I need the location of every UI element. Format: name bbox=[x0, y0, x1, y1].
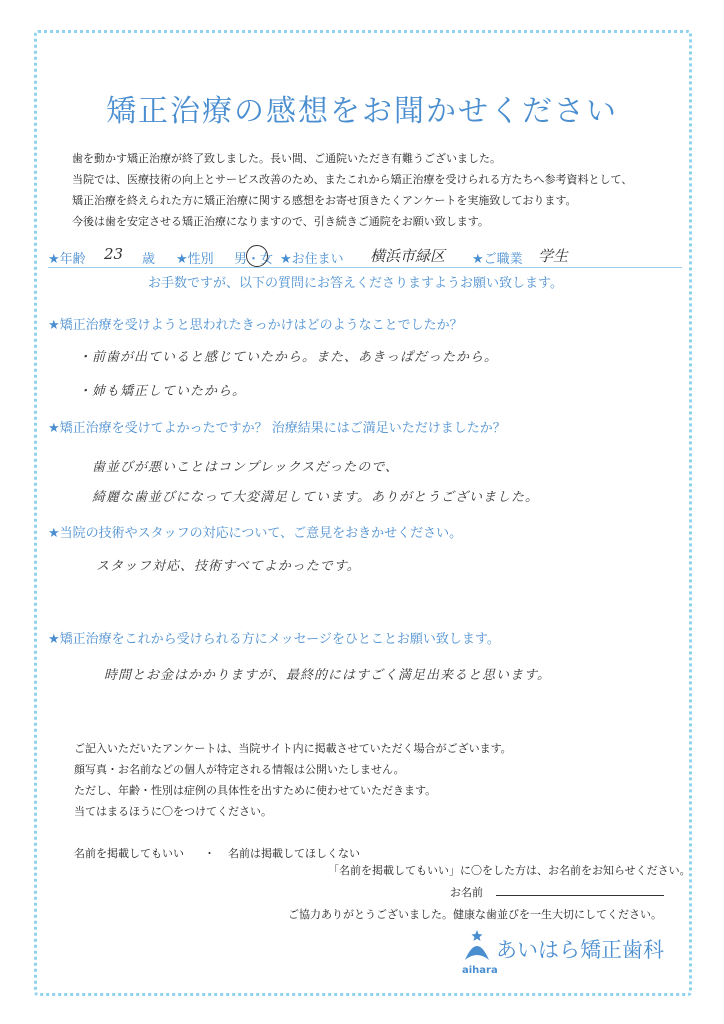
intro-line: 当院では、医療技術の向上とサービス改善のため、またこれから矯正治療を受けられる方たちへ参考資料として、 bbox=[72, 173, 633, 186]
answer-4-line[interactable]: 時間とお金はかかりますが、最終的にはすごく満足出来ると思います。 bbox=[104, 668, 551, 683]
answer-2-line[interactable]: 綺麗な歯並びになって大変満足しています。ありがとうございました。 bbox=[92, 490, 539, 505]
intro-line: 矯正治療を終えられた方に矯正治療に関する感想をお寄せ頂きたくアンケートを実施致しております。 bbox=[72, 194, 577, 207]
intro-line: 今後は歯を安定させる矯正治療になりますので、引き続きご通院をお願い致します。 bbox=[72, 215, 489, 228]
note-line: ご記入いただいたアンケートは、当院サイト内に掲載させていただく場合がございます。 bbox=[74, 742, 512, 755]
gender-options[interactable]: 男・女 bbox=[234, 252, 274, 267]
option-separator: ・ bbox=[204, 847, 215, 860]
intro-text bbox=[72, 148, 692, 232]
note-line: 顔写真・お名前などの個人が特定される情報は公開いたしません。 bbox=[74, 763, 405, 776]
answer-2-line[interactable]: 歯並びが悪いことはコンプレックスだったので、 bbox=[92, 460, 399, 475]
name-label: お名前 bbox=[450, 886, 483, 899]
note-line: ただし、年齢・性別は症例の具体性を出すために使わせていただきます。 bbox=[74, 784, 437, 797]
gender-circle-mark bbox=[246, 245, 268, 267]
thanks-message: ご協力ありがとうございました。健康な歯並びを一生大切にしてください。 bbox=[288, 908, 662, 921]
name-ng-option[interactable]: 名前は掲載してほしくない bbox=[228, 847, 360, 860]
answer-1-line[interactable]: ・姉も矯正していたから。 bbox=[78, 384, 247, 399]
intro-line: 歯を動かす矯正治療が終了致しました。長い間、ご通院いただき有難うございました。 bbox=[72, 152, 501, 165]
question-4: ★矯正治療をこれから受けられる方にメッセージをひとことお願い致します。 bbox=[48, 632, 500, 647]
profile-underline bbox=[48, 267, 682, 268]
profile-row bbox=[48, 244, 684, 266]
note-line: 当てはまるほうに〇をつけてください。 bbox=[74, 805, 272, 818]
name-instruction: 「名前を掲載してもいい」に〇をした方は、お名前をお知らせください。 bbox=[328, 864, 691, 877]
question-2: ★矯正治療を受けてよかったですか？ 治療結果にはご満足いただけましたか？ bbox=[48, 421, 506, 436]
residence-value[interactable]: 横浜市緑区 bbox=[370, 247, 446, 265]
answer-3-line[interactable]: スタッフ対応、技術すべてよかったです。 bbox=[96, 559, 361, 574]
name-input-line[interactable] bbox=[496, 895, 664, 896]
gender-label: ★性別 bbox=[176, 252, 214, 267]
clinic-name: あいはら矯正歯科 bbox=[496, 938, 664, 962]
publication-notes bbox=[74, 738, 512, 822]
age-value[interactable]: 23 bbox=[104, 245, 124, 263]
survey-title: 矯正治療の感想をお聞かせください bbox=[106, 94, 618, 129]
age-label: ★年齢 bbox=[48, 252, 86, 267]
answer-1-line[interactable]: ・前歯が出ていると感じていたから。また、あきっぱだったから。 bbox=[78, 350, 499, 365]
question-1: ★矯正治療を受けようと思われたきっかけはどのようなことでしたか？ bbox=[48, 318, 463, 333]
request-text: お手数ですが、以下の質問にお答えくださりますようお願い致します。 bbox=[148, 276, 563, 291]
residence-label: ★お住まい bbox=[280, 252, 344, 267]
occupation-value[interactable]: 学生 bbox=[538, 247, 569, 265]
name-ok-option[interactable]: 名前を掲載してもいい bbox=[74, 847, 184, 860]
bird-star-icon bbox=[462, 928, 492, 968]
logo-subtext: aihara bbox=[462, 965, 498, 976]
occupation-label: ★ご職業 bbox=[472, 252, 523, 267]
age-unit: 歳 bbox=[142, 252, 156, 267]
question-3: ★当院の技術やスタッフの対応について、ご意見をおきかせください。 bbox=[48, 526, 463, 541]
clinic-logo bbox=[462, 928, 672, 980]
